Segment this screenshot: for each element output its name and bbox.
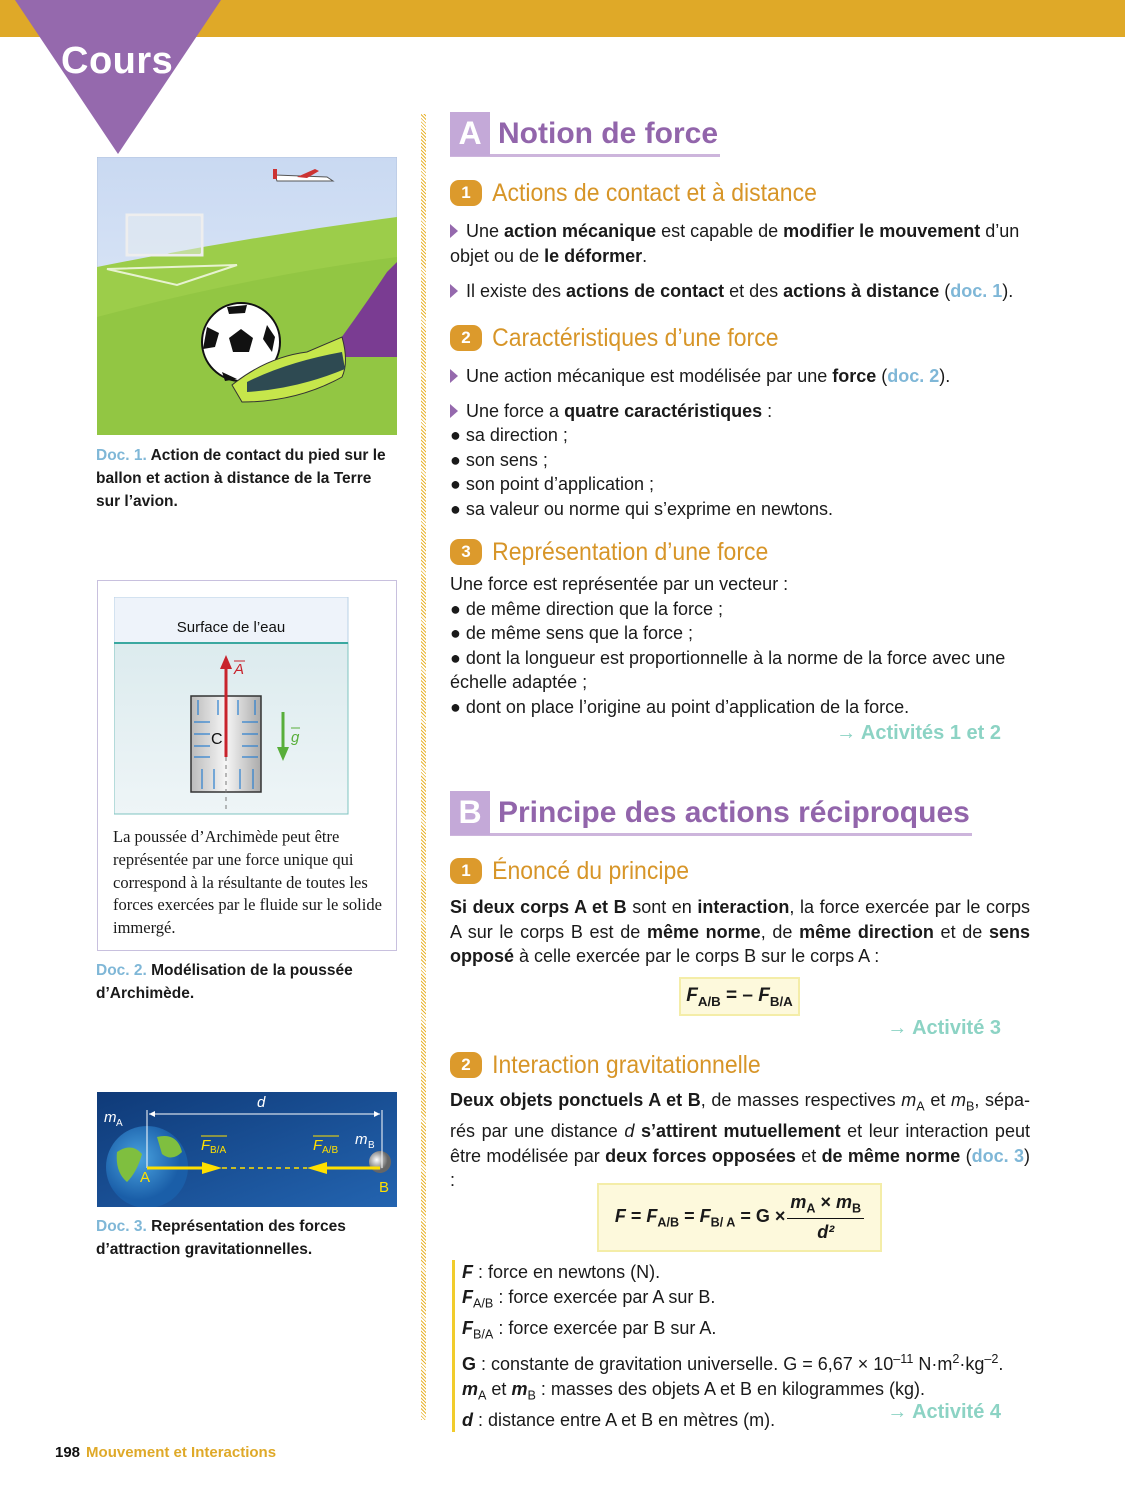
paragraph-text — [450, 221, 1019, 266]
paragraph-text — [466, 401, 772, 421]
formula-left — [615, 1206, 786, 1230]
formula-numerator — [787, 1192, 864, 1219]
text-run: m — [462, 1378, 479, 1399]
text-run: F — [614, 1205, 626, 1226]
text-run: B/A — [769, 993, 793, 1009]
text-run: –11 — [893, 1351, 914, 1366]
subsection-number: 2 — [450, 325, 482, 351]
reciprocal-formula-box — [679, 977, 800, 1016]
text-run: ( — [939, 281, 951, 302]
subsection-number: 1 — [450, 858, 482, 884]
legend-item — [462, 1260, 1032, 1285]
text-run: d’un objet ou de — [450, 221, 1020, 266]
force-ab-sub: A/B — [322, 1145, 339, 1156]
text-run: d² — [817, 1221, 835, 1242]
gravity-vector-label: g — [291, 729, 300, 746]
text-run: F — [646, 1205, 658, 1226]
bullet-item: ● sa direction ; — [450, 425, 568, 446]
doc2-archimedes-diagram — [114, 597, 349, 815]
text-run[interactable]: doc. 1 — [950, 281, 1003, 302]
triangle-bullet-icon — [450, 404, 458, 418]
subsection-a2-body — [450, 364, 1030, 522]
mass-a-sub: A — [116, 1118, 123, 1129]
subsection-title: Interaction gravitationnelle — [492, 1050, 761, 1079]
text-run: = — [679, 1205, 700, 1226]
mass-b-label: m — [355, 1131, 368, 1148]
text-run: m — [836, 1192, 853, 1213]
text-run: : force exercée par A sur B. — [493, 1286, 716, 1307]
text-run: . — [998, 1353, 1004, 1374]
text-run: force — [832, 366, 877, 386]
text-run: ·kg — [959, 1353, 985, 1374]
text-run: , de — [760, 921, 800, 942]
text-run: Deux objets ponctuels A et B — [450, 1090, 701, 1110]
subsection-b2-heading — [450, 1050, 785, 1080]
paragraph: Une force est représentée par un vecteur : — [450, 574, 789, 594]
text-run: et — [795, 1145, 822, 1166]
distance-label: d — [257, 1094, 266, 1111]
chapter-title: Mouvement et Interactions — [86, 1444, 277, 1461]
text-run: : force exercée par B sur A. — [493, 1317, 717, 1338]
text-run: Si deux corps A et B — [450, 897, 627, 917]
activity-link-4[interactable] — [887, 1401, 1001, 1424]
page-number: 198 — [55, 1444, 81, 1461]
text-run: m — [790, 1192, 807, 1213]
text-run: N·m — [913, 1353, 953, 1374]
text-run: : — [762, 400, 773, 421]
text-run: ( — [960, 1145, 972, 1166]
text-run: = G × — [735, 1205, 786, 1226]
text-run: et — [486, 1378, 512, 1399]
text-run: G — [462, 1353, 477, 1374]
text-run — [634, 1121, 641, 1141]
subsection-title: Caractéristiques d’une force — [492, 323, 779, 352]
formula-fraction — [787, 1192, 864, 1243]
formula-denominator — [817, 1219, 834, 1243]
doc2-caption — [96, 959, 396, 1005]
triangle-bullet-icon — [450, 224, 458, 238]
activity-link-text[interactable]: → Activité 3 — [887, 1017, 1001, 1039]
moon-icon — [369, 1151, 391, 1173]
triangle-bullet-icon — [450, 284, 458, 298]
subsection-a3-heading — [450, 537, 793, 567]
text-run: F — [758, 984, 770, 1006]
subsection-a3-body — [450, 572, 1030, 720]
text-run: × — [815, 1192, 836, 1213]
text-run: F — [462, 1317, 473, 1338]
force-ab-label: F — [313, 1137, 323, 1154]
text-run: A — [916, 1099, 925, 1114]
bullet-item: ● de même direction que la force ; — [450, 598, 724, 619]
subsection-number: 1 — [450, 180, 482, 206]
section-a-letter: A — [450, 112, 490, 156]
paragraph — [450, 279, 1030, 304]
mass-a-label: m — [104, 1109, 117, 1126]
activity-link-text[interactable]: → Activité 4 — [887, 1401, 1001, 1423]
subsection-b1-heading — [450, 856, 707, 886]
text-run: F — [686, 984, 698, 1006]
text-run: ) : — [450, 1145, 1030, 1191]
text-run: sens opposé — [450, 921, 1031, 967]
text-run: et — [924, 1090, 951, 1110]
section-b-heading — [450, 792, 972, 836]
text-run: à celle exercée par le corps B sur le corps A : — [514, 946, 880, 967]
text-run: B — [527, 1388, 536, 1403]
text-run: : distance entre A et B en mètres (m). — [473, 1409, 776, 1430]
text-run: sont en — [626, 897, 698, 917]
text-run: B/A — [473, 1327, 494, 1342]
text-run: s’attirent mutuellement — [640, 1121, 841, 1142]
point-b-label: B — [379, 1179, 390, 1196]
text-run: , séparés par une distance — [450, 1090, 1031, 1142]
paragraph-text — [466, 366, 950, 386]
text-run: : force en newtons (N). — [473, 1262, 661, 1282]
gravitation-formula-box — [597, 1183, 882, 1252]
text-run: m — [511, 1378, 528, 1399]
bullet-item: ● son sens ; — [450, 449, 548, 470]
water-surface-label: Surface de l’eau — [176, 619, 286, 636]
section-a-title: Notion de force — [498, 116, 719, 150]
text-run: même norme — [646, 921, 761, 942]
text-run: d — [462, 1409, 473, 1430]
text-run: Une — [466, 221, 505, 241]
bullet-item: ● dont on place l’origine au point d’application de la force. — [450, 696, 910, 717]
reciprocal-formula — [686, 985, 793, 1009]
page-footer — [55, 1444, 276, 1461]
text-run: et leur interaction peut être modélisée par — [450, 1121, 1030, 1166]
text-run: : constante de gravitation universelle. G = 6,67 × 10 — [476, 1353, 894, 1374]
subsection-number: 2 — [450, 1052, 482, 1078]
text-run: A/B — [697, 993, 721, 1009]
subsection-number: 3 — [450, 539, 482, 565]
text-run[interactable]: doc. 3 — [971, 1145, 1024, 1166]
text-run: , de masses respectives — [700, 1090, 902, 1110]
text-run: action mécanique — [504, 221, 657, 241]
triangle-bullet-icon — [450, 369, 458, 383]
paragraph-text — [466, 281, 1013, 301]
text-run: A/B — [657, 1215, 680, 1230]
subsection-b1-body — [450, 895, 1030, 969]
point-a-label: A — [140, 1169, 151, 1186]
text-run: , la force exercée par le corps A sur le corps B est de — [450, 897, 1030, 942]
doc1-caption-text: Action de contact du pied sur le ballon et action à distance de la Terre sur l’avion. — [96, 447, 386, 510]
column-divider — [421, 114, 426, 1420]
text-run[interactable]: doc. 2 — [887, 366, 940, 386]
paragraph — [450, 219, 1030, 268]
text-run: deux forces opposées — [605, 1145, 796, 1166]
text-run: Une force a — [466, 400, 565, 421]
section-a-heading — [450, 113, 720, 157]
text-run: Il existe des — [466, 281, 567, 302]
text-run: B — [852, 1201, 862, 1216]
legend-item — [462, 1347, 1032, 1377]
subsection-title: Actions de contact et à distance — [492, 178, 817, 207]
mass-b-sub: B — [368, 1140, 375, 1151]
text-run: : masses des objets A et B en kilogrammes (kg). — [535, 1378, 926, 1399]
doc1-football-illustration — [97, 157, 397, 435]
text-run: B/ A — [710, 1215, 736, 1230]
text-run: modifier le mouvement — [783, 221, 981, 241]
force-ba-sub: B/A — [210, 1145, 227, 1156]
paragraph — [450, 895, 1030, 969]
bullet-item: ● dont la longueur est proportionnelle à la norme de la force avec une échelle adaptée ; — [450, 647, 1006, 693]
text-run: même direction — [799, 921, 934, 942]
archimedes-vector-label: A — [234, 661, 245, 678]
paragraph — [450, 1088, 1030, 1193]
subsection-a1-body — [450, 219, 1030, 304]
text-run: . — [642, 245, 648, 266]
text-run: m — [901, 1090, 917, 1110]
text-run: F — [462, 1262, 473, 1282]
activity-link-1-2[interactable] — [836, 722, 1001, 745]
text-run: m — [950, 1090, 966, 1110]
doc2-caption-text: Modélisation de la poussée d’Archimède. — [96, 962, 353, 1002]
text-run: = — [625, 1205, 647, 1226]
bullet-item: ● de même sens que la force ; — [450, 623, 693, 644]
text-run: interaction — [697, 897, 790, 917]
text-run: actions de contact — [566, 281, 725, 302]
text-run: et des — [724, 281, 784, 302]
doc2-explanation: La poussée d’Archimède peut être représentée par une force unique qui correspond à la résultante de toutes les forces exercées par le fluide sur le solide immergé. — [113, 827, 382, 938]
text-run: ). — [939, 366, 951, 386]
activity-link-text[interactable]: → Activités 1 et 2 — [836, 722, 1001, 744]
doc2-label: Doc. 2. — [96, 962, 147, 979]
text-run: A/B — [473, 1296, 494, 1311]
force-ba-label: F — [201, 1137, 211, 1154]
text-run: = – — [720, 984, 759, 1006]
text-run: F — [699, 1205, 711, 1226]
section-b-letter: B — [450, 791, 490, 835]
subsection-b2-body — [450, 1088, 1030, 1193]
center-point-label: C — [211, 731, 223, 748]
doc3-label: Doc. 3. — [96, 1218, 147, 1235]
text-run: F — [462, 1286, 473, 1307]
text-run: quatre caractéristiques — [564, 400, 763, 421]
text-run: –2 — [984, 1351, 999, 1366]
cours-label: Cours — [61, 40, 174, 82]
subsection-a2-heading — [450, 323, 804, 353]
bullet-item: ● sa valeur ou norme qui s’exprime en newtons. — [450, 498, 834, 519]
legend-item — [462, 1316, 1032, 1347]
text-run: le déformer — [544, 245, 643, 266]
text-run: ). — [1002, 281, 1014, 302]
doc3-caption — [96, 1215, 396, 1261]
bullet-item: ● son point d’application ; — [450, 474, 655, 495]
subsection-a1-heading — [450, 178, 846, 208]
paragraph — [450, 364, 1030, 389]
text-run: Une action mécanique est modélisée par une — [466, 366, 833, 386]
text-run: ( — [876, 366, 888, 386]
text-run: A — [478, 1388, 487, 1403]
text-run: de même norme — [821, 1145, 961, 1166]
section-b-title: Principe des actions réciproques — [498, 795, 970, 829]
text-run: d — [624, 1121, 635, 1142]
doc1-label: Doc. 1. — [96, 447, 147, 464]
doc3-caption-text: Représentation des forces d’attraction gravitationnelles. — [96, 1218, 346, 1258]
subsection-title: Énoncé du principe — [492, 856, 690, 885]
doc3-gravitation-diagram — [97, 1092, 397, 1207]
text-run: 2 — [952, 1351, 960, 1366]
text-run: actions à distance — [783, 281, 940, 302]
doc1-caption — [96, 444, 396, 513]
legend-item — [462, 1285, 1032, 1316]
text-run: et de — [933, 921, 989, 942]
goal-icon — [127, 215, 202, 255]
text-run: est capable de — [656, 221, 784, 241]
activity-link-3[interactable] — [887, 1017, 1001, 1040]
text-run: A — [806, 1201, 816, 1216]
subsection-title: Représentation d’une force — [492, 537, 769, 566]
text-run: B — [965, 1099, 975, 1114]
paragraph — [450, 399, 1030, 424]
